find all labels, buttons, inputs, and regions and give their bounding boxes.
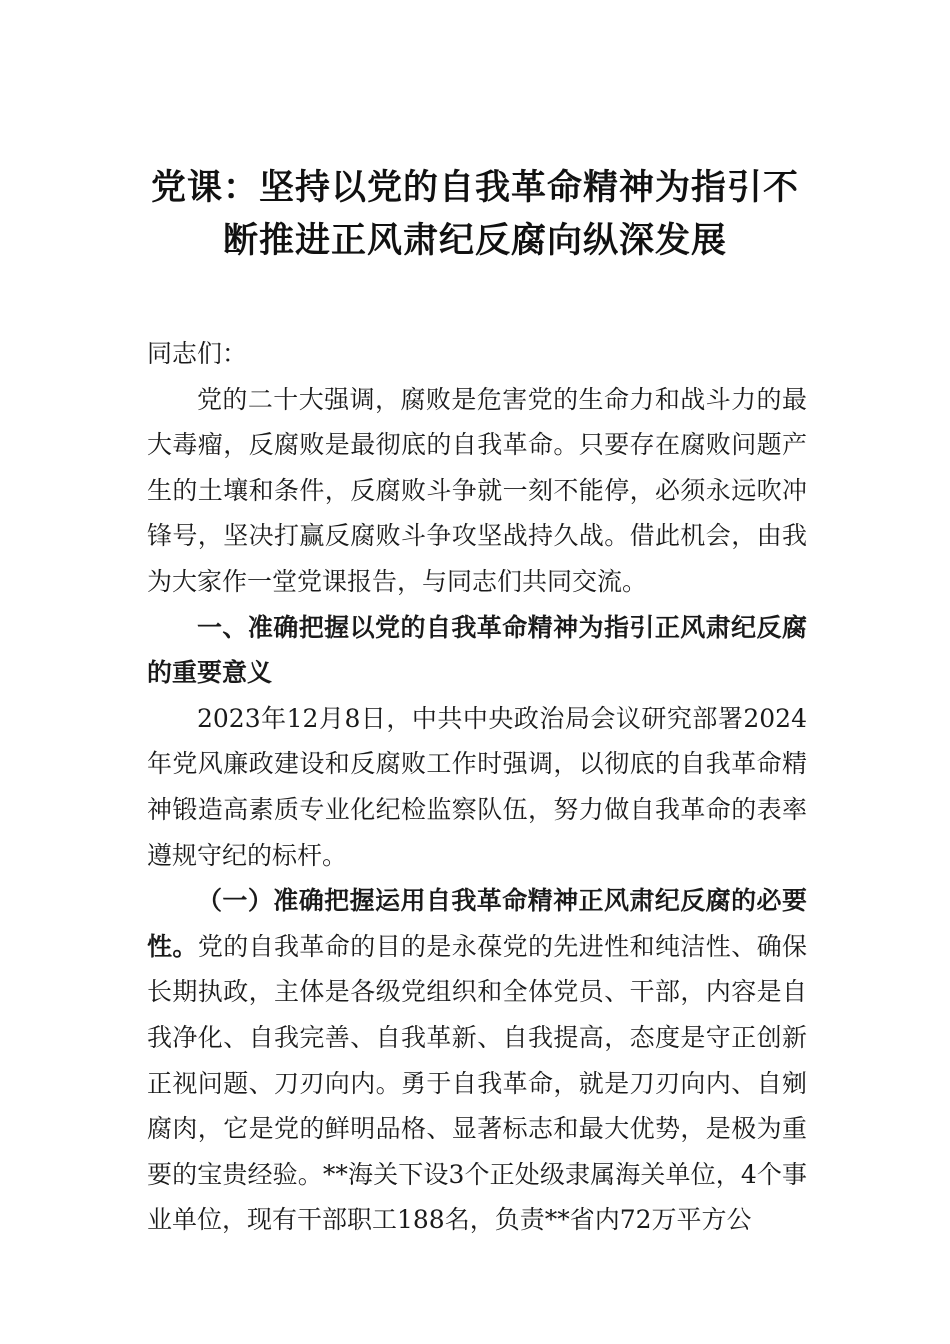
document-body — [147, 331, 807, 1243]
document-title-line-2: 断推进正风肃纪反腐向纵深发展 — [222, 221, 727, 261]
paragraph-necessity-text: 党的自我革命的目的是永葆党的先进性和纯洁性、确保长期执政，主体是各级党组织和全体党员、干部，内容是自我净化、自我完善、自我革新、自我提高，态度是守正创新正视问题、刀刃向内。勇于自我革命，就是刀刃向内、自剜腐肉，它是党的鲜明品格、显著标志和最大优势，是极为重要的宝贵经验。**海关下设3个正处级隶属海关单位，4个事业单位，现有干部职工188名，负责**省内72万平方公 — [147, 931, 807, 1235]
salutation: 同志们： — [147, 339, 248, 368]
document-title-line-1: 党课：坚持以党的自我革命精神为指引不 — [150, 168, 799, 208]
paragraph-meeting: 2023年12月8日，中共中央政治局会议研究部署2024年党风廉政建设和反腐败工作时强调，以彻底的自我革命精神锻造高素质专业化纪检监察队伍，努力做自我革命的表率遵规守纪的标杆。 — [147, 703, 807, 870]
subheading-necessity: （一）准确把握运用自我革命精神正风肃纪反腐的必要性。 — [147, 886, 807, 961]
section-heading-1: 一、准确把握以党的自我革命精神为指引正风肃纪反腐的重要意义 — [147, 612, 807, 688]
paragraph-necessity — [147, 878, 807, 1243]
paragraph-intro: 党的二十大强调，腐败是危害党的生命力和战斗力的最大毒瘤，反腐败是最彻底的自我革命。只要存在腐败问题产生的土壤和条件，反腐败斗争就一刻不能停，必须永远吹冲锋号，坚决打赢反腐败斗争攻坚战持久战。借此机会，由我为大家作一堂党课报告，与同志们共同交流。 — [147, 384, 807, 596]
